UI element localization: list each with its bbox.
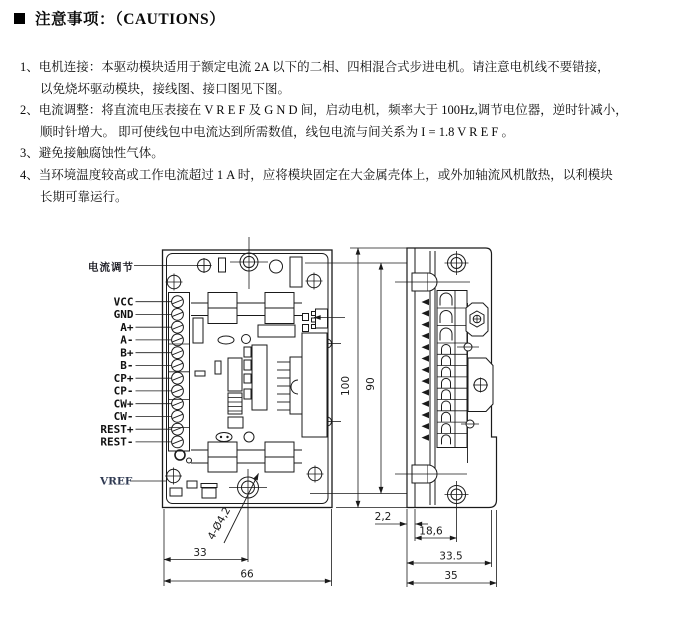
pin-label-rest-plus: REST+ [100,422,134,436]
mounting-bracket [466,303,488,336]
pin-label-gnd: GND [113,308,134,322]
corner-screw-icon [166,274,183,291]
section-title: 注意事项：（CAUTIONS） [35,11,226,28]
caution-line: 2、电流调整：将直流电压表接在 V R E F 及 G N D 间，启动电机，频率大于 100Hz,调节电位器，逆时针减小， [20,103,628,118]
vref-callout: VREF [100,475,133,488]
pin-label-a-minus: A- [120,333,134,347]
side-view [395,248,497,542]
mounting-screw-icon [445,481,469,542]
caution-line: 顺时针增大。 即可使线包中电流达到所需数值，线包电流与间关系为 I = 1.8 V R E F 。 [40,124,514,139]
pin-label-rest-minus: REST- [100,435,134,449]
mounting-screw-icon [445,251,469,275]
pin-label-cw-plus: CW+ [113,397,134,411]
caution-line: 1、电机连接：本驱动模块适用于额定电流 2A 以下的二相、四相混合式步进电机。请注意电机线不要错接， [20,60,610,74]
caution-line: 3、避免接触腐蚀性气体。 [20,146,164,161]
corner-screw-icon [307,466,324,483]
edge-connector [303,309,346,332]
dim-screw-offset: 18,6 [419,525,443,538]
dim-hole-offset-x: 33 [193,547,207,559]
pin-label-vcc: VCC [113,295,134,309]
pin-label-cw-minus: CW- [113,410,134,424]
pin-label-cp-plus: CP+ [113,371,134,385]
potentiometer-icon [197,258,212,273]
corner-screw-icon [165,468,182,485]
pin-label-a-plus: A+ [120,320,134,334]
caution-line: 4、当环境温度较高或工作电流超过 1 A 时，应将模块固定在大金属壳体上，或外加轴流风机散热，以利模块 [20,167,613,182]
top-view [163,237,346,562]
dim-total-width: 66 [240,568,254,581]
dim-body-depth: 33.5 [439,550,463,563]
terminal-block [169,293,190,452]
dim-total-height: 100 [340,375,352,397]
corner-screw-icon [306,273,323,290]
dim-hole-spacing: 90 [365,377,377,391]
caution-line: 长期可靠运行。 [40,189,128,204]
pin-label-b-minus: B- [120,359,134,373]
solder-pins [422,299,430,441]
current-adjust-callout: 电流调节 [88,262,134,274]
caution-line: 以免烧坏驱动模块，接线图、接口图见下图。 [40,81,291,96]
dim-mount-holes: 4-Ø4,2 [205,505,234,542]
pin-label-b-plus: B+ [120,346,134,360]
mounting-bracket [468,358,493,412]
dim-pcb-thickness: 2,2 [374,511,392,523]
dim-total-depth: 35 [444,570,458,582]
pin-label-cp-minus: CP- [113,384,134,398]
power-ic [277,357,303,414]
